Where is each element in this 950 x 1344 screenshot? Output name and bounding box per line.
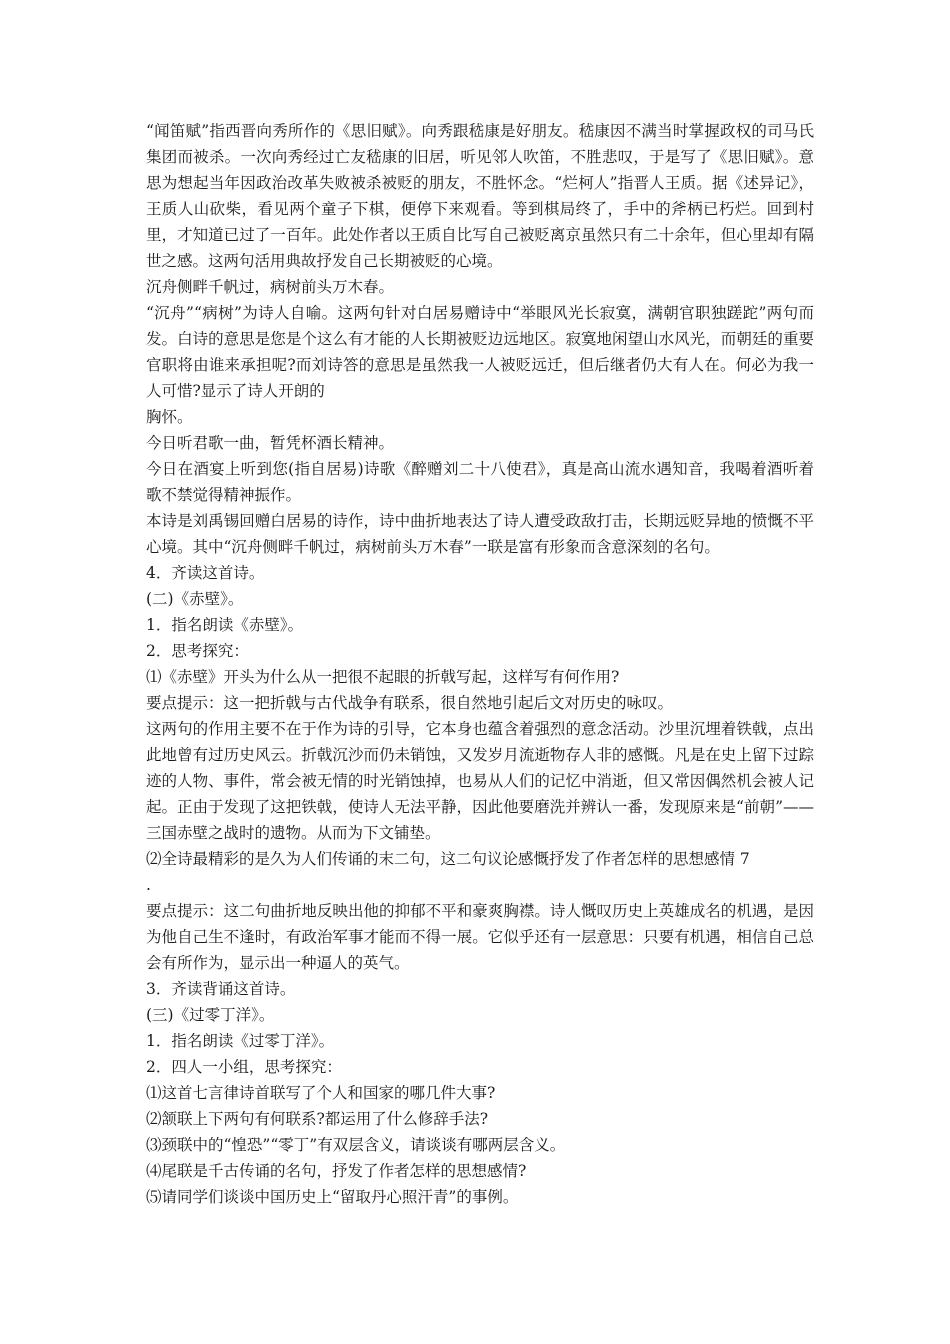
paragraph-wendifu: “闻笛赋”指西晋向秀所作的《思旧赋》。向秀跟嵇康是好朋友。嵇康因不满当时掌握政权的司马氏集团而被杀。一次向秀经过亡友嵇康的旧居，听见邻人吹笛，不胜悲叹，于是写了《思旧赋》。意思为想起当年因政治改革失败被杀被贬的朋友，不胜怀念。“烂柯人”指晋人王质。据《述异记》，王质人山砍柴，看见两个童子下棋，便停下来观看。等到棋局终了，手中的斧柄已朽烂。回到村里，才知道已过了一百年。此处作者以王质自比写自己被贬离京虽然只有二十余年，但心里却有隔世之感。这两句活用典故抒发自己长期被贬的心境。 [146,122,814,270]
question-2-lingdingyang: ⑵颔联上下两句有何联系?都运用了什么修辞手法? [146,1110,489,1128]
step-recite-chibi: 3．齐读背诵这首诗。 [146,980,296,998]
question-1-chibi: ⑴《赤壁》开头为什么从一把很不起眼的折戟写起，这样写有何作用? [146,668,620,686]
paragraph-chibi-analysis: 这两句的作用主要不在于作为诗的引导，它本身也蕴含着强烈的意念活动。沙里沉埋着铁戟，点出此地曾有过历史风云。折戟沉沙而仍未销蚀，又发岁月流逝物存人非的感慨。凡是在史上留下过踪迹的人物、事件，常会被无情的时光销蚀掉，也易从人们的记忆中消逝，但又常因偶然机会被人记起。正由于发现了这把铁戟，使诗人无法平静，因此他要磨洗并辨认一番，发现原来是“前朝”——三国赤壁之战时的遗物。从而为下文铺垫。 [146,720,814,842]
paragraph-xionghuai: 胸怀。 [146,408,193,426]
step-read-lingdingyang: 1．指名朗读《过零丁洋》。 [146,1032,335,1050]
step-read-chibi: 1．指名朗读《赤壁》。 [146,616,304,634]
step-read-poem: 4．齐读这首诗。 [146,564,265,582]
document-body [146,118,814,1210]
hint-2-chibi: 要点提示：这二句曲折地反映出他的抑郁不平和豪爽胸襟。诗人慨叹历史上英雄成名的机遇，是因为他自己生不逢时，有政治军事才能而不得一展。它似乎还有一层意思：只要有机遇，相信自己总会有所作为，显示出一种逼人的英气。 [146,902,814,972]
paragraph-jinri-explanation: 今日在酒宴上听到您(指自居易)诗歌《醉赠刘二十八使君》，真是高山流水遇知音，我喝着酒听着歌不禁觉得精神振作。 [146,460,814,504]
question-3-lingdingyang: ⑶颈联中的“惶恐”“零丁”有双层含义，请谈谈有哪两层含义。 [146,1136,566,1154]
step-group-explore: 2．四人一小组，思考探究： [146,1058,342,1076]
step-explore: 2．思考探究： [146,642,249,660]
poem-line-chenzhou: 沉舟侧畔千帆过，病树前头万木春。 [146,278,395,296]
stray-period: . [146,876,151,894]
question-2-chibi: ⑵全诗最精彩的是久为人们传诵的末二句，这二句议论感慨抒发了作者怎样的思想感情 7 [146,850,750,868]
question-5-lingdingyang: ⑸请同学们谈谈中国历史上“留取丹心照汗青”的事例。 [146,1188,519,1206]
question-4-lingdingyang: ⑷尾联是千古传诵的名句，抒发了作者怎样的思想感情? [146,1162,527,1180]
section-heading-lingdingyang: (三)《过零丁洋》。 [146,1006,275,1024]
paragraph-chenzhou-explanation: “沉舟”“病树”为诗人自喻。这两句针对白居易赠诗中“举眼风光长寂寞，满朝官职独蹉跎”两句而发。白诗的意思是您是个这么有才能的人长期被贬边远地区。寂寞地闲望山水风光，而朝廷的重要官职将由谁来承担呢?而刘诗答的意思是虽然我一人被贬远迁，但后继者仍大有人在。何必为我一人可惜?显示了诗人开朗的 [146,304,814,400]
poem-line-jinri: 今日听君歌一曲，暂凭杯酒长精神。 [146,434,395,452]
paragraph-summary: 本诗是刘禹锡回赠白居易的诗作，诗中曲折地表达了诗人遭受政敌打击，长期远贬异地的愤慨不平心境。其中“沉舟侧畔千帆过，病树前头万木春”一联是富有形象而含意深刻的名句。 [146,512,814,556]
section-heading-chibi: (二)《赤壁》。 [146,590,244,608]
question-1-lingdingyang: ⑴这首七言律诗首联写了个人和国家的哪几件大事? [146,1084,496,1102]
hint-1-chibi: 要点提示：这一把折戟与古代战争有联系，很自然地引起后文对历史的咏叹。 [146,694,674,712]
